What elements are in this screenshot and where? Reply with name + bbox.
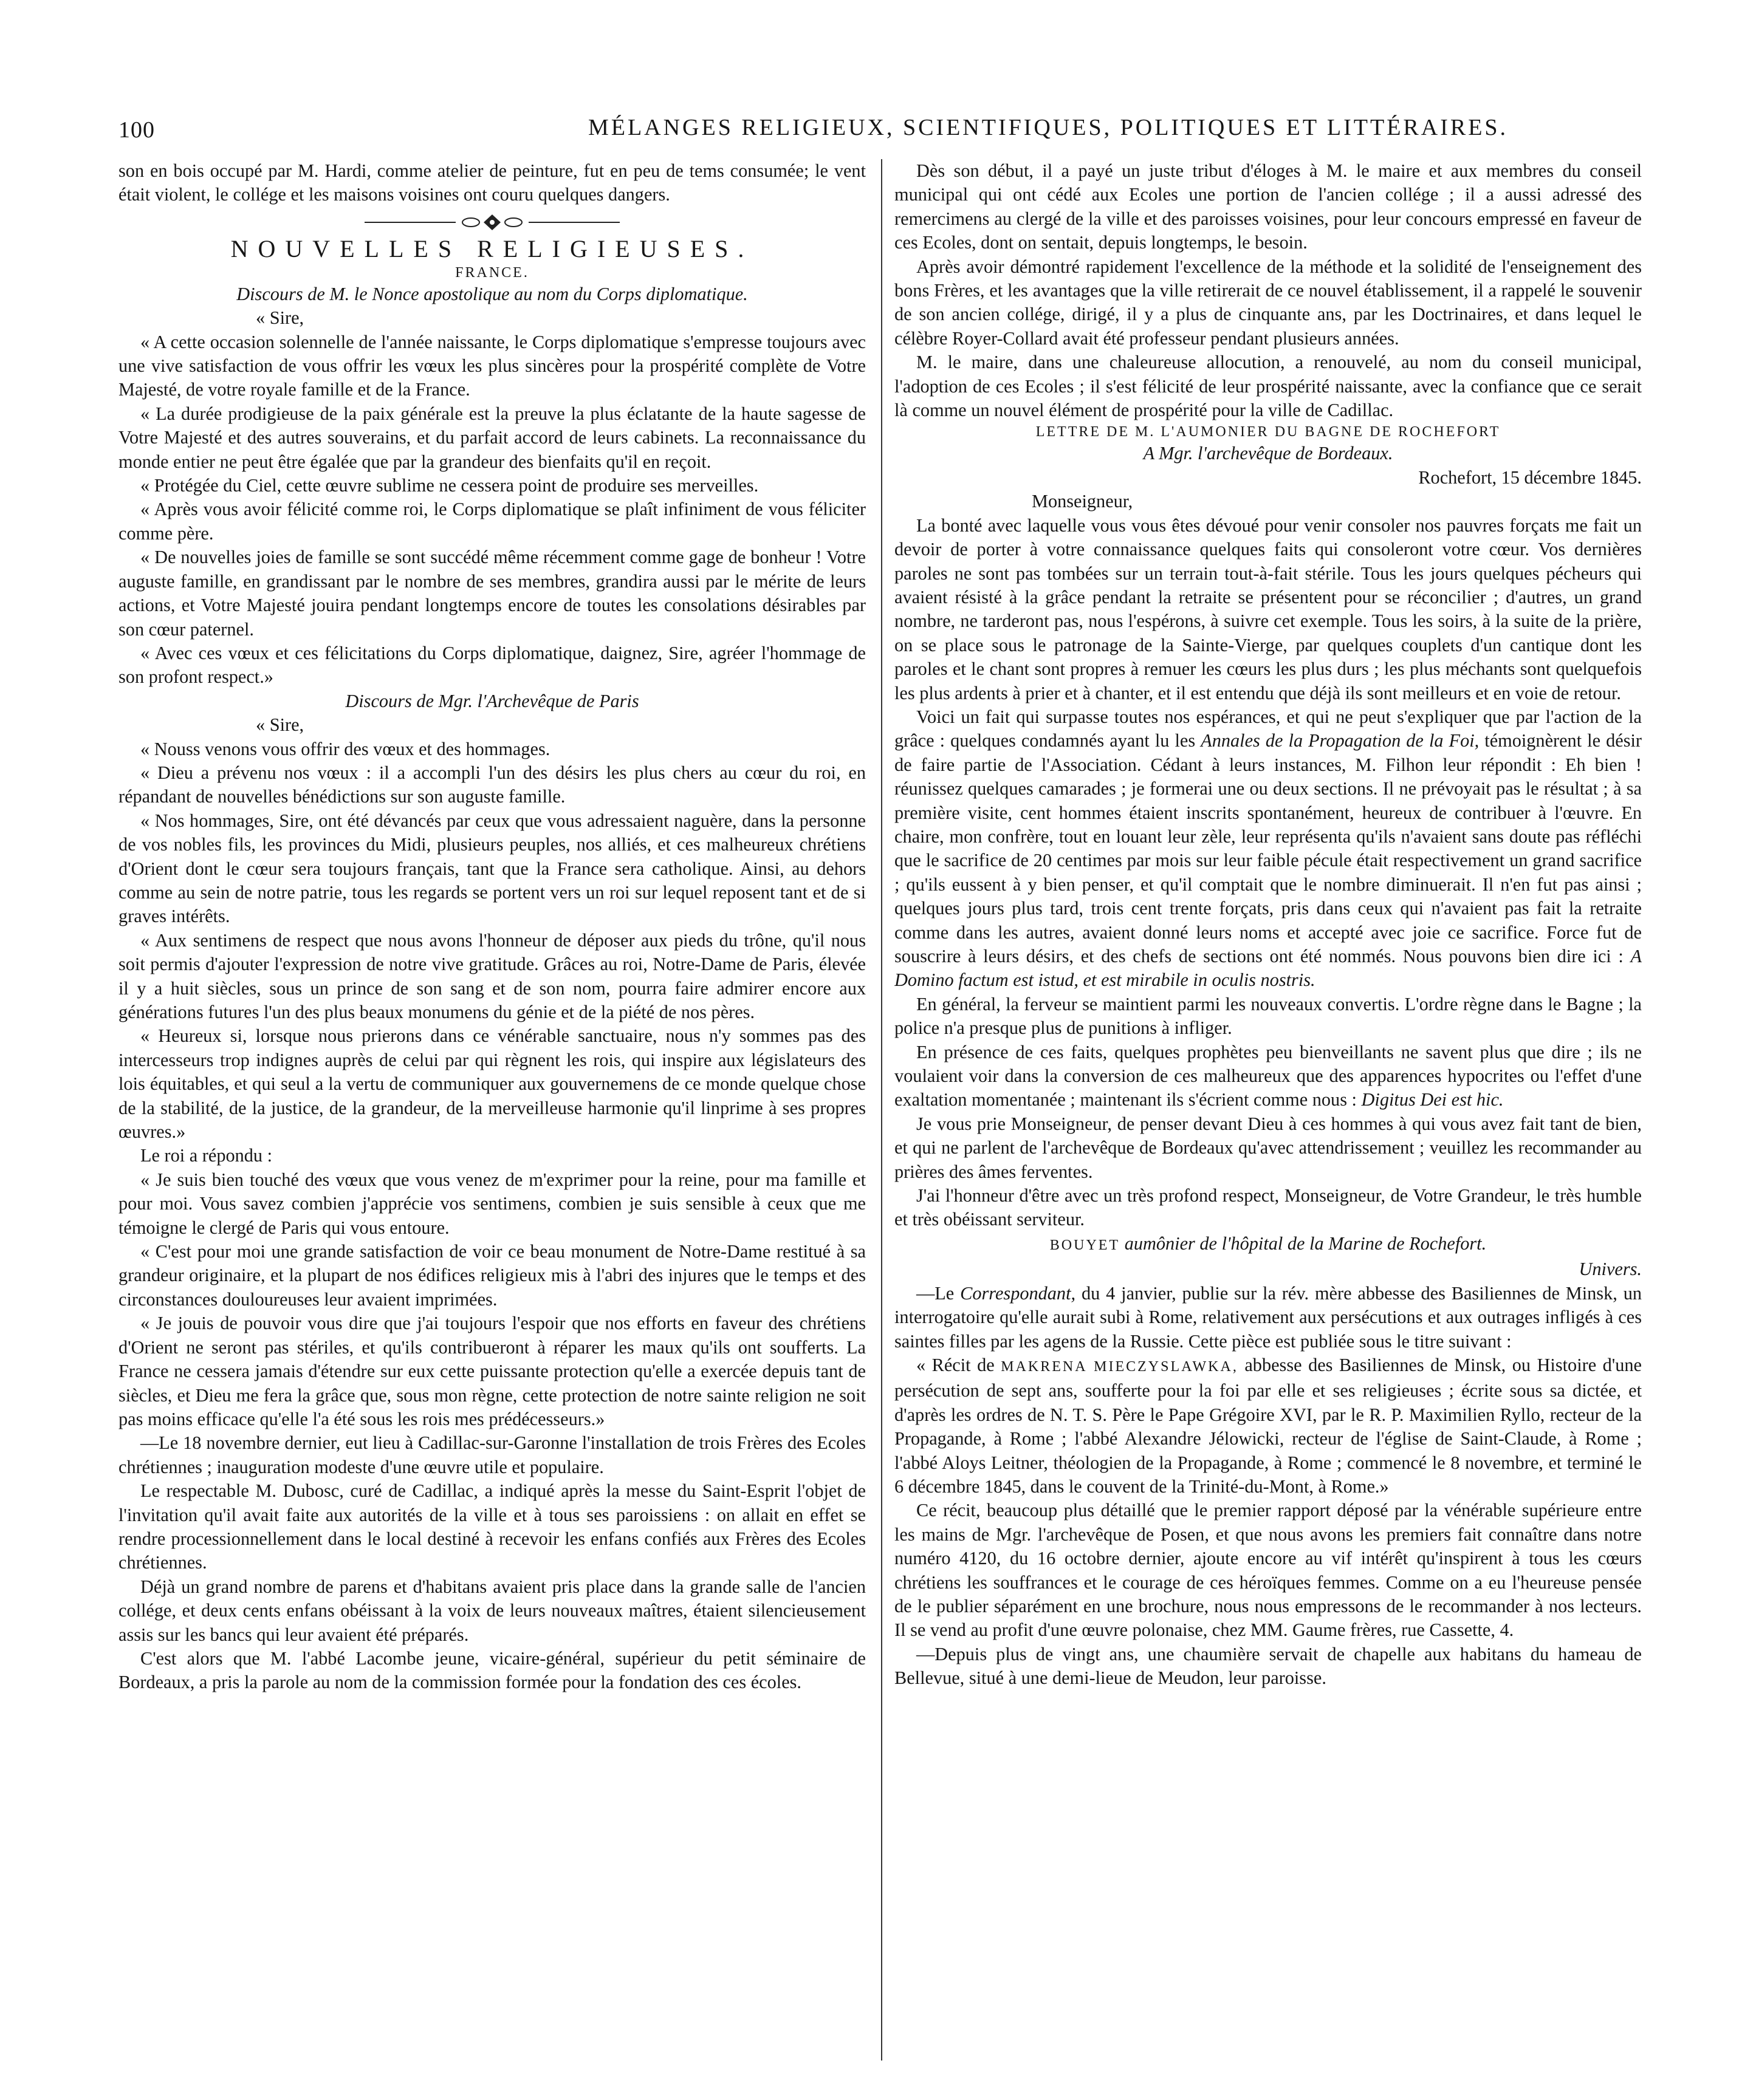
paragraph: « Protégée du Ciel, cette œuvre sublime ne cessera point de produire ses merveilles. [140,475,759,496]
paragraph: J'ai l'honneur d'être avec un très profond respect, Monseigneur, de Votre Grandeur, le très humble et très obéissant serviteur. [894,1185,1642,1230]
article-title: LETTRE DE M. L'AUMONIER DU BAGNE DE ROCHEFORT [1035,424,1501,440]
paragraph: En général, la ferveur se maintient parmi les nouveaux convertis. L'ordre règne dans le Bagne ; la police n'a presque plus de punitions à infliger. [894,993,1642,1039]
column-divider [881,159,882,2061]
italic-run: Correspondant, [960,1282,1076,1304]
paragraph: —Depuis plus de vingt ans, une chaumière servait de chapelle aux habitans du hameau de Bellevue, situé à une demi-lieue de Meudon, leur paroisse. [894,1643,1642,1689]
paragraph: « C'est pour moi une grande satisfaction de voir ce beau monument de Notre-Dame restitué à sa grandeur originaire, et la plupart de nos édifices religieux mis à l'abri des injures que le temps et des circonstances douloureuses leur avaient imprimées. [118,1241,866,1310]
paragraph: M. le maire, dans une chaleureuse allocution, a renouvelé, au nom du conseil municipal, l'adoption de ces Ecoles ; il s'est félicité de leur prospérité naissante, avec la confiance que ce serait là comme un nouvel élément de prospérité pour la ville de Cadillac. [894,352,1642,421]
italic-run: Digitus Dei est hic. [1361,1089,1504,1110]
text-run: témoignèrent le désir de faire partie de l'Association. Cédant à leurs instances, M. Filhon leur répondit : Eh bien ! réunissez quelques camarades ; je formerai une ou deux sections. Il ne prévoyait pas le résultat ; à sa première visite, cent hommes étaient inscrits spontanément, heureux de contribuer à l'œuvre. En chaire, mon confrère, tout en louant leur zèle, leur représenta qu'ils n'avaient sans doute pas réfléchi que le sacrifice de 20 centimes par mois sur leur faible pécule était respectivement un grand sacrifice ; qu'ils eussent à y bien penser, et qu'il comptait que le nombre diminuerait. Il n'en fut pas ainsi ; quelques jours plus tard, trois cent trente forçats, pris dans ceux qui n'avaient pas fait la retraite comme dans les autres, avaient donné leurs noms et accepté avec joie ce sacrifice. Force fut de souscrire à leurs désirs, et des chefs de sections ont été nommés. Nous pouvons bien dire ici : [894,730,1642,966]
paragraph: Déjà un grand nombre de parens et d'habitans avaient pris place dans la grande salle de l'ancien collége, et deux cents enfans obéissant à la voix de leurs nouveaux maîtres, étaient silencieusement assis sur les bancs qui leur avaient été préparés. [118,1576,866,1645]
subsection-title: FRANCE. [455,264,529,281]
italic-run: Annales de la Propagation de la Foi, [1201,730,1480,751]
source-name: Univers. [1579,1259,1642,1280]
paragraph: « Dieu a prévenu nos vœux : il a accompli l'un des désirs les plus chers au cœur du roi, en répandant de nouvelles bénédictions sur son auguste famille. [118,762,866,807]
paragraph: Le respectable M. Dubosc, curé de Cadillac, a indiqué après la messe du Saint-Esprit l'objet de l'invitation qu'il avait faite aux autorités de la ville et à tous ses paroissiens : on allait en effet se rendre processionnellement dans le local destiné à recevoir les enfans confiés aux Frères des Ecoles chrétiennes. [118,1480,866,1573]
source [894,1257,1642,1281]
paragraph: « A cette occasion solennelle de l'année naissante, le Corps diplomatique s'empresse toujours avec une vive satisfaction de vous offrir les vœux les plus sincères pour la prospérité complète de Votre Majesté, de votre royale famille et de la France. [118,331,866,400]
paragraph: « Je suis bien touché des vœux que vous venez de m'exprimer pour la reine, pour ma famille et pour moi. Vous savez combien j'apprécie vos sentimens, combien je suis sensible à ceux que me témoigne le clergé de Paris qui vous entoure. [118,1169,866,1238]
paragraph [894,705,1642,993]
paragraph: —Le 18 novembre dernier, eut lieu à Cadillac-sur-Garonne l'installation de trois Frères des Ecoles chrétiennes ; inauguration modeste d'une œuvre utile et populaire. [118,1432,866,1477]
right-column [894,159,1642,2073]
salutation: Monseigneur, [1032,491,1133,512]
letter-date: Rochefort, 15 décembre 1845. [1418,467,1642,488]
paragraph [894,1041,1642,1112]
paragraph: La bonté avec laquelle vous vous êtes dévoué pour venir consoler nos pauvres forçats me fait un devoir de porter à votre connaissance quelques faits qui consoleront votre cœur. Vos dernières paroles ne sont pas tombées sur un terrain tout-à-fait stérile. Tous les jours quelques pécheurs qui avaient résisté à la grâce pendant la retraite se présentent pour se réconcilier ; d'autres, un grand nombre, ne tarderont pas, nous l'espérons, à suivre cet exemple. Tous les soirs, à la suite de la prière, on se place sous le patronage de la Sainte-Vierge, par quelques couplets d'un cantique dont les paroles et le chant sont propres à remuer les cœurs les plus durs ; les plus méchants sont quelquefois les plus ardents à prier et à chanter, et il est entendu que déjà ils sont meilleurs et en voie de retour. [894,515,1642,703]
text-run: Voici un fait qui surpasse toutes nos espérances, et qui ne peut s'expliquer que par l'action de la grâce : quelques condamnés ayant lu les [894,706,1642,751]
letter-addressee: A Mgr. l'archevêque de Bordeaux. [1143,443,1393,464]
signature-name: BOUYET [1049,1237,1120,1253]
signature [894,1232,1642,1257]
ornament-divider [118,213,866,231]
name-run: MAKRENA MIECZYSLAWKA, [1001,1358,1238,1375]
article-title: Discours de M. le Nonce apostolique au nom du Corps diplomatique. [236,283,748,304]
page-number: 100 [118,117,155,143]
salutation: « Sire, [256,714,304,736]
text-run: « Récit de [916,1354,1001,1375]
article-title: Discours de Mgr. l'Archevêque de Paris [345,690,639,711]
paragraph: Le roi a répondu : [140,1145,273,1166]
paragraph: « Je jouis de pouvoir vous dire que j'ai toujours l'espoir que nos efforts en faveur des chrétiens d'Orient ne seront pas stériles, et qu'ils contribueront à réparer les maux qu'ils ont soufferts. La France ne cessera jamais d'étendre sur eux cette puissante protection qu'elle a exercée depuis tant de siècles, et Dieu me fera la grâce que, sous mon règne, cette protection de notre sainte religion ne soit pas moins efficace qu'elle l'a été sous les rois mes prédécesseurs.» [118,1313,866,1429]
paragraph [894,1282,1642,1353]
paragraph: C'est alors que M. l'abbé Lacombe jeune, vicaire-général, supérieur du petit séminaire de Bordeaux, a pris la parole au nom de la commission formée pour la fondation des ces écoles. [118,1647,866,1693]
running-title: MÉLANGES RELIGIEUX, SCIENTIFIQUES, POLITIQUES ET LITTÉRAIRES. [588,115,1509,140]
left-column [118,159,866,2073]
text-run: abbesse des Basiliennes de Minsk, ou Histoire d'une persécution de sept ans, soufferte pour la foi par elle et ses religieuses ; écrite sous sa dictée, et d'après les ordres de N. T. S. Père le Pape Grégoire XVI, par le R. P. Maximilien Ryllo, recteur de la Propagande, à Rome ; l'abbé Alexandre Jélowicki, recteur de l'église de Saint-Claude, à Rome ; l'abbé Aloys Leitner, théologien de la Propagande, à Rome ; commencé le 8 novembre, et terminé le 6 décembre 1845, dans le couvent de la Trinité-du-Mont, à Rome.» [894,1354,1642,1497]
text-run: —Le [916,1282,961,1304]
signature-title: aumônier de l'hôpital de la Marine de Rochefort. [1120,1233,1487,1254]
paragraph: « La durée prodigieuse de la paix générale est la preuve la plus éclatante de la haute sagesse de Votre Majesté et des autres souverains, et du parfait accord de leurs cabinets. La reconnaissance du monde entier ne peut être égalée que par la grandeur des bienfaits qu'il en reçoit. [118,403,866,472]
section-title: NOUVELLES RELIGIEUSES. [230,234,754,262]
paragraph: Je vous prie Monseigneur, de penser devant Dieu à ces hommes à qui vous avez fait tant de bien, et qui ne parlent de l'archevêque de Bordeaux qu'avec attendrissement ; veuillez les recommander au prières des âmes ferventes. [894,1113,1642,1182]
page-header [118,114,1674,151]
paragraph: « Après vous avoir félicité comme roi, le Corps diplomatique se plaît infiniment de vous féliciter comme père. [118,499,866,544]
paragraph: « Nos hommages, Sire, ont été dévancés par ceux que vous adressaient naguère, dans la personne de vos nobles fils, les provinces du Midi, plusieurs peuples, nos alliés, et ces malheureux chrétiens d'Orient dont le cœur sera toujours français, tant que la France sera catholique. Ainsi, au dehors comme au sein de notre patrie, tous les regards se portent vers un roi sur lequel reposent tant et de si graves intérêts. [118,810,866,927]
paragraph: son en bois occupé par M. Hardi, comme atelier de peinture, fut en peu de tems consumée; le vent était violent, le collége et les maisons voisines ont couru quelques dangers. [118,160,866,205]
italic-run: A Domino factum est istud, et est mirabile in oculis nostris. [894,946,1642,991]
paragraph: Après avoir démontré rapidement l'excellence de la méthode et la solidité de l'enseignement des bons Frères, et les avantages que la ville retirerait de ce nouvel établissement, il a rappelé le souvenir de son ancien collége, dirigé, il y a plus de cinquante ans, par les Doctrinaires, et dans lequel le célèbre Royer-Collard avait été professeur pendant plusieurs années. [894,256,1642,349]
paragraph: Dès son début, il a payé un juste tribut d'éloges à M. le maire et aux membres du conseil municipal qui ont cédé aux Ecoles une portion de l'ancien collége ; il a aussi adressé des remercimens au clergé de la ville et des paroisses voisines, pour leur concours empressé en faveur de ces Ecoles, dont on sentait, depuis longtemps, le besoin. [894,160,1642,253]
paragraph: « Heureux si, lorsque nous prierons dans ce vénérable sanctuaire, nous n'y sommes pas des intercesseurs trop indignes auprès de celui par qui règnent les rois, qui inspire aux législateurs des lois équitables, et qui seul a la vertu de communiquer aux gouvernemens de ce monde quelque chose de la stabilité, de la justice, de la grandeur, de la merveilleuse harmonie qu'il linprime à ses propres œuvres.» [118,1025,866,1143]
paragraph: « Aux sentimens de respect que nous avons l'honneur de déposer aux pieds du trône, qu'il nous soit permis d'ajouter l'expression de notre vive gratitude. Grâces au roi, Notre-Dame de Paris, élevée il y a huit siècles, sous un prince de son sang et de son nom, pourra faire admirer encore aux générations futures l'un des plus beaux monumens du génie et de la piété de nos pères. [118,929,866,1022]
text-run: du 4 janvier, publie sur la rév. mère abbesse des Basiliennes de Minsk, un interrogatoire qu'elle aurait subi à Rome, relativement aux persécutions et aux outrages infligés à ces saintes filles par les agens de la Russie. Cette pièce est publiée sous le titre suivant : [894,1282,1642,1352]
paragraph: « De nouvelles joies de famille se sont succédé même récemment comme gage de bonheur ! Votre auguste famille, en grandissant par le nombre de ses membres, grandira aussi par le mérite de leurs actions, et Votre Majesté jouira pendant longtemps encore de toutes les consolations désirables par son cœur paternel. [118,547,866,640]
paragraph: « Nouss venons vous offrir des vœux et des hommages. [140,738,550,759]
paragraph: « Avec ces vœux et ces félicitations du Corps diplomatique, daignez, Sire, agréer l'hommage de son profont respect.» [118,642,866,688]
text-run: En présence de ces faits, quelques prophètes peu bienveillants ne savent plus que dire ; ils ne voulaient voir dans la conversion de ces malheureux que des apparences hypocrites ou l'effet d'une exaltation momentanée ; maintenant ils s'écrient comme nous : [894,1041,1642,1110]
salutation: « Sire, [256,307,304,329]
paragraph [894,1353,1642,1499]
paragraph: Ce récit, beaucoup plus détaillé que le premier rapport déposé par la vénérable supérieure entre les mains de Mgr. l'archevêque de Posen, et que nous avons les premiers fait connaître dans notre numéro 4120, du 16 octobre dernier, ajoute encore au vif intérêt qu'inspirent à tous les cœurs chrétiens les souffrances et le courage de ces héroïques femmes. Comme on a eu l'heureuse pensée de le publier séparément en une brochure, nous nous empressons de le recommander à nos lecteurs. Il se vend au profit d'une œuvre polonaise, chez MM. Gaume frères, rue Cassette, 4. [894,1500,1642,1641]
